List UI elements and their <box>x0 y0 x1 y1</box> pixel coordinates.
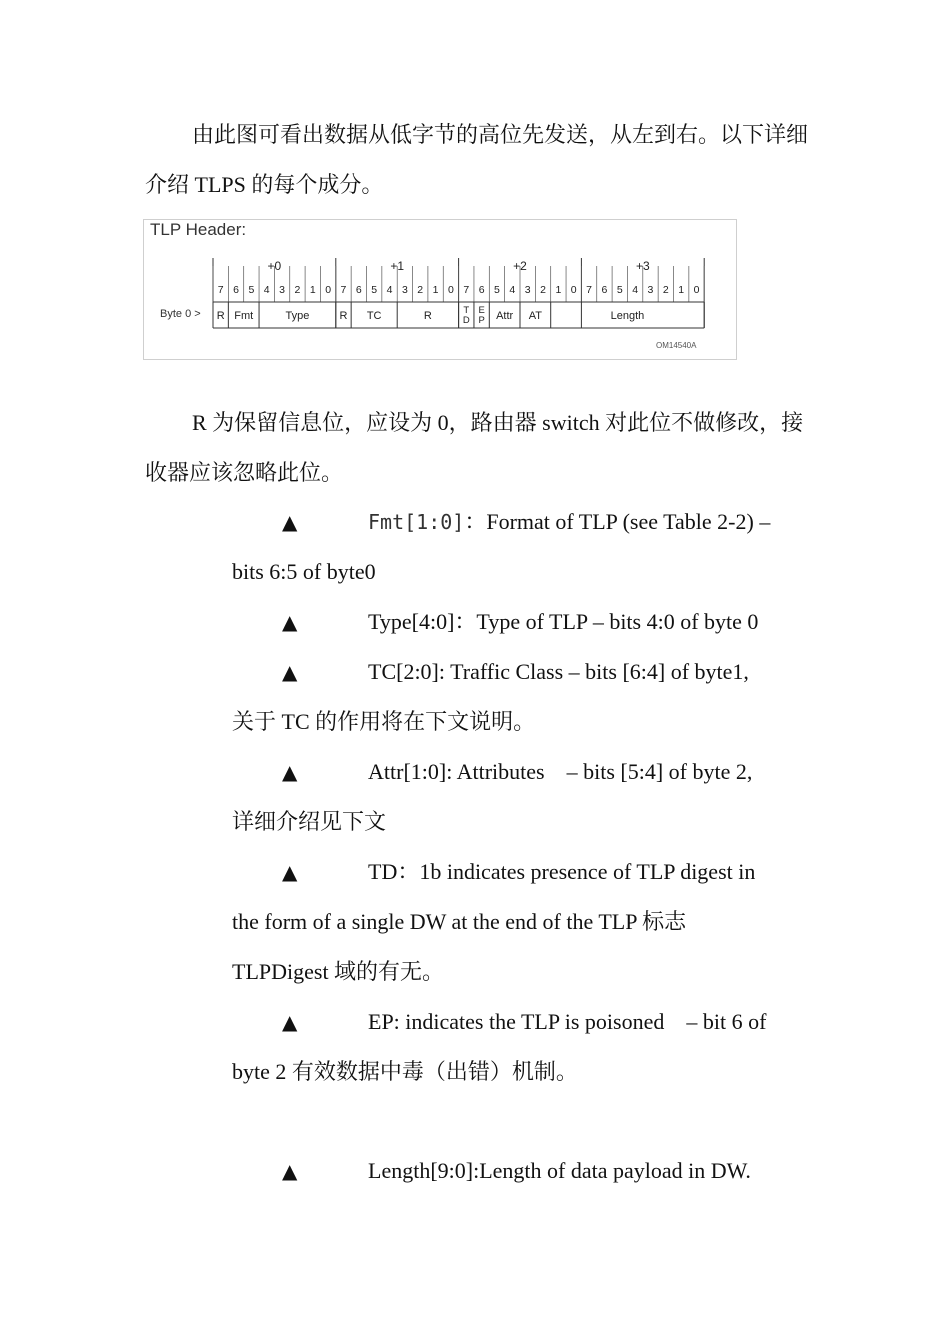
bullet-text: Attr[1:0]: Attributes – bits [5:4] of byte 2, <box>368 759 753 784</box>
bit-number: 7 <box>586 284 592 296</box>
figure-id: OM14540A <box>656 341 697 350</box>
field-label: Attr <box>496 310 514 322</box>
bullet-text: Type[4:0]：Type of TLP – bits 4:0 of byte 0 <box>368 609 759 634</box>
field-label: R <box>339 310 348 322</box>
tlp-header-figure <box>143 219 737 360</box>
field-label: Fmt <box>234 310 254 322</box>
tlp-header-diagram <box>144 220 736 359</box>
bullet-first-line <box>232 597 812 647</box>
bit-number: 1 <box>309 284 316 296</box>
field-label: TC <box>366 310 382 322</box>
byte-label: Byte 0 > <box>160 308 201 320</box>
field-bullet <box>232 747 812 847</box>
field-label: Type <box>285 310 310 322</box>
bit-number: 0 <box>448 284 454 296</box>
bit-number: 5 <box>494 284 500 296</box>
bit-number: 4 <box>509 284 516 296</box>
byte-offset-label: +0 <box>267 259 282 273</box>
bit-number: 5 <box>371 284 378 296</box>
bit-number: 4 <box>632 284 639 296</box>
bit-number: 7 <box>340 284 347 296</box>
field-label: E P <box>478 305 485 326</box>
bullet-text: TD：1b indicates presence of TLP digest in <box>368 859 756 884</box>
field-bullet <box>232 1146 812 1196</box>
bit-number: 7 <box>463 284 470 296</box>
bit-number: 3 <box>647 284 654 296</box>
bit-number: 1 <box>432 284 439 296</box>
field-label: AT <box>528 310 542 322</box>
field-bullet <box>232 847 812 997</box>
field-label: T D <box>462 305 470 326</box>
field-label: R <box>216 310 225 322</box>
bit-number: 7 <box>217 284 224 296</box>
field-bullet <box>232 997 812 1097</box>
bit-number: 4 <box>386 284 393 296</box>
bullet-continuation-line: 关于 TC 的作用将在下文说明。 <box>232 709 536 734</box>
figure-title: TLP Header: <box>150 220 247 239</box>
bit-number: 5 <box>248 284 255 296</box>
bit-number: 2 <box>417 284 424 296</box>
field-label: R <box>423 310 432 322</box>
field-bullet <box>232 597 812 647</box>
bullet-first-line <box>232 747 812 797</box>
bit-number: 6 <box>233 284 239 296</box>
bullet-continuation-line: bits 6:5 of byte0 <box>232 559 376 584</box>
bit-number: 4 <box>263 284 270 296</box>
bullet-continuation-line: byte 2 有效数据中毒（出错）机制。 <box>232 1059 578 1084</box>
bit-number: 1 <box>555 284 562 296</box>
bit-number: 0 <box>570 284 577 296</box>
byte-offset-label: +3 <box>635 259 650 273</box>
triangle-bullet-icon: ▲ <box>282 610 298 634</box>
bullet-text: Length[9:0]:Length of data payload in DW. <box>368 1158 751 1183</box>
bullet-text: EP: indicates the TLP is poisoned – bit 6 of <box>368 1009 767 1034</box>
triangle-bullet-icon: ▲ <box>282 1010 298 1034</box>
field-label: Length <box>610 310 645 322</box>
field-code: Fmt[1:0] <box>368 510 465 534</box>
triangle-bullet-icon: ▲ <box>282 760 298 784</box>
bullet-continuation-line: 详细介绍见下文 <box>232 809 387 834</box>
bit-number: 2 <box>540 284 546 296</box>
bullet-first-line <box>232 497 812 547</box>
bit-number: 6 <box>355 284 362 296</box>
bit-number: 0 <box>325 284 332 296</box>
bit-number: 6 <box>478 284 485 296</box>
bit-number: 3 <box>279 284 285 296</box>
triangle-bullet-icon: ▲ <box>282 1159 298 1183</box>
bit-number: 0 <box>693 284 700 296</box>
bullet-text: TC[2:0]: Traffic Class – bits [6:4] of byte1, <box>368 659 749 684</box>
byte-offset-label: +2 <box>513 259 527 273</box>
field-bullet <box>232 497 812 597</box>
bit-number: 3 <box>524 284 531 296</box>
r-description-paragraph: R 为保留信息位，应设为 0，路由器 switch 对此位不做修改，接收器应该忽略此位。 <box>145 410 804 485</box>
bit-number: 5 <box>616 284 623 296</box>
bullet-continuation-line: TLPDigest 域的有无。 <box>232 959 445 984</box>
bullet-first-line <box>232 647 812 697</box>
triangle-bullet-icon: ▲ <box>282 860 298 884</box>
intro-paragraph: 由此图可看出数据从低字节的高位先发送，从左到右。以下详细介绍 TLPS 的每个成分。 <box>145 122 809 197</box>
bit-number: 1 <box>678 284 685 296</box>
bullet-first-line <box>232 997 812 1047</box>
bit-number: 6 <box>601 284 608 296</box>
bullet-continuation-line: the form of a single DW at the end of the TLP 标志 <box>232 909 687 934</box>
bullet-first-line <box>232 1146 812 1196</box>
triangle-bullet-icon: ▲ <box>282 510 298 534</box>
bullet-text: ：Format of TLP (see Table 2-2) – <box>464 509 771 534</box>
byte-offset-label: +1 <box>390 259 405 273</box>
bit-number: 2 <box>294 284 301 296</box>
bullet-first-line <box>232 847 812 897</box>
bit-number: 3 <box>401 284 408 296</box>
field-bullet <box>232 647 812 747</box>
triangle-bullet-icon: ▲ <box>282 660 298 684</box>
bit-number: 2 <box>662 284 669 296</box>
